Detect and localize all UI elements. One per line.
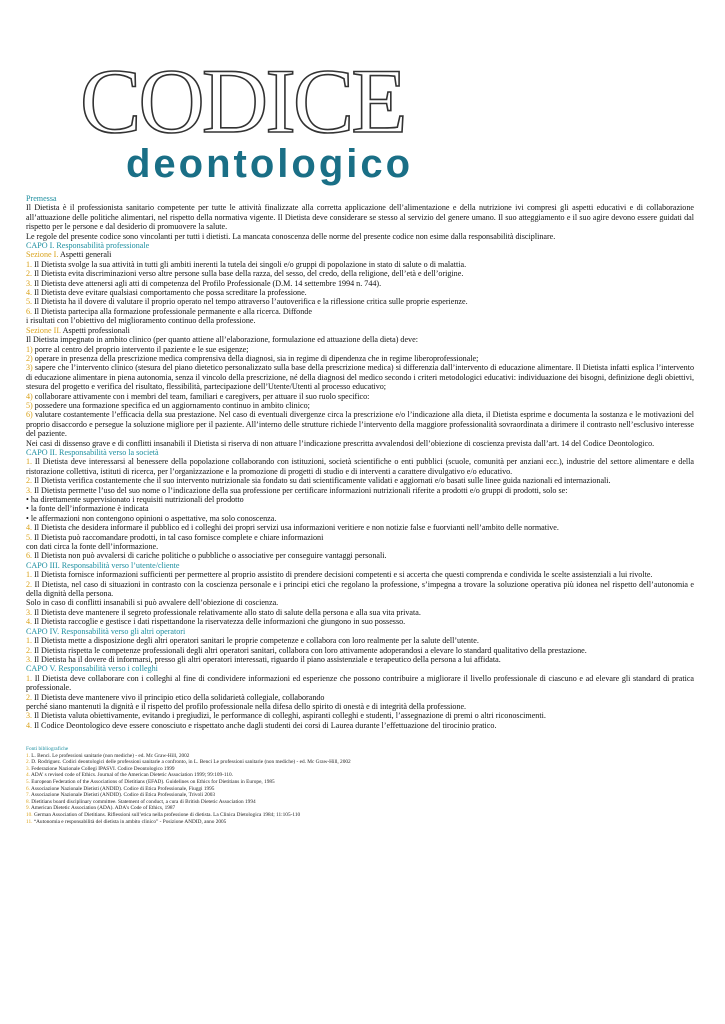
item-number: 1. [26,259,35,269]
item-text: Il Dietista ha il dovere di valutare il proprio operato nel tempo attraverso l’autoverifica e la riflessione critica sulle proprie esperienze. [34,297,468,307]
bibliography-number: 8. [26,798,32,805]
numbered-item [26,307,694,316]
numbered-item [26,608,694,617]
item-text: Il Dietista valuta obiettivamente, evitando i pregiudizi, le performance di colleghi, aspiranti colleghi e studenti, l’assegnazione di premi o altri riconoscimenti. [34,711,546,721]
item-number: 3. [26,711,35,721]
item-text: collaborare attivamente con i membri del team, familiari e caregivers, per attuare il suo ruolo specifico: [34,391,370,401]
item-number: 6. [26,551,35,561]
bibliography-text: Associazione Nazionale Dietisti (ANDID). Codice di Etica Professionale, Trivoli 2003 [31,792,216,799]
item-text: Il Dietista verifica costantemente che il suo intervento nutrizionale sia fondato su dati scientificamente validati e aggiornati e/o basati sulle linee guida nazionali ed internazionali. [34,476,611,486]
bullet-item [26,504,694,513]
numbered-item [26,580,694,599]
numbered-item [26,457,694,476]
item-number: 6. [26,306,35,316]
bibliography-number: 6. [26,785,32,792]
item-number: 1. [26,636,35,646]
bibliography-title: Fonti bibliografiche [26,746,69,752]
bibliography-text: “Autonomia e responsabilità del dietista in ambito clinico” - Posizione ANDID, anno 2005 [33,818,227,825]
item-text: Il Dietista può raccomandare prodotti, in tal caso fornisce complete e chiare informazioni [34,532,324,542]
item-text: Il Dietista permette l’uso del suo nome o l’indicazione della sua professione per certificare informazioni nutrizionali riferite a prodotti e/o gruppi di prodotti, solo se: [34,485,568,495]
item-text: Il Dietista deve mantenere vivo il principio etico della solidarietà collegiale, collaborando [34,692,325,702]
numbered-item [26,354,694,363]
bibliography-text: German Association of Dietitians. Riflessioni sull’etica nella professione di dietista. La Clinica Dietologica 1984; 11:105-110 [33,811,301,818]
code-body [26,194,694,730]
numbered-item [26,260,694,269]
item-number: 3. [26,607,35,617]
item-text: Il Dietista, nel caso di situazioni in contrasto con la coscienza personale e i principi etici che regolano la professione, s’impegna a trovare la soluzione operativa più idonea nel rispetto dell’autonomia e della dignità della persona. [26,579,694,599]
section-label: Sezione II. [26,325,63,335]
document-header [80,50,414,186]
item-number: 2. [26,269,35,279]
numbered-item [26,269,694,278]
bullet-marker: • [26,504,31,514]
item-text: Il Dietista partecipa alla formazione professionale permanente e alla ricerca. Diffonde [34,306,312,316]
numbered-item [26,655,694,664]
bibliography-number: 3. [26,765,32,772]
item-text: ha direttamente supervisionato i requisiti nutrizionali del prodotto [30,495,244,504]
item-number: 5. [26,532,35,542]
item-number: 4. [26,720,35,730]
item-number: 1) [26,344,35,354]
numbered-item [26,288,694,297]
item-number: 4. [26,523,35,533]
bibliography-text: Associazione Nazionale Dietisti (ANDID). Codice di Etica Professionale, Fiuggi 1995 [31,785,215,792]
item-number: 4) [26,391,35,401]
numbered-item [26,533,694,542]
chapter-heading: CAPO IV. Responsabilità verso gli altri operatori [26,626,186,636]
item-text: Il Dietista deve evitare qualsiasi comportamento che possa screditare la professione. [34,288,307,298]
bibliography-number: 5. [26,778,32,785]
bibliography-item [26,812,694,819]
numbered-item [26,646,694,655]
item-text: Il Dietista rispetta le competenze professionali degli altri operatori sanitari, collabora con loro attivamente adoperandosi a elevare lo standard qualitativo della prestazione. [34,645,587,655]
bibliography-item [26,772,694,779]
item-text: Il Dietista non può avvalersi di cariche politiche o pubbliche o associative per conseguire vantaggi personali. [34,551,387,561]
bibliography-item [26,819,694,826]
section-heading [26,250,694,259]
item-text: Il Codice Deontologico deve essere conosciuto e rispettato anche dagli studenti dei corsi di Laurea durante l’effettuazione del tirocinio pratico. [34,720,497,730]
item-text: Il Dietista deve collaborare con i colleghi al fine di condividere informazioni ed esperienze che possono contribuire a migliorare il livello professionale di ciascuno e ad elevare gli standard di pratica professionale. [26,673,695,693]
numbered-item [26,345,694,354]
paragraph: Il Dietista impegnato in ambito clinico (per quanto attiene all’elaborazione, formulazione ed attuazione della dieta) deve: [26,335,418,345]
item-number: 5) [26,400,35,410]
item-number: 1. [26,673,35,683]
item-number: 3) [26,363,35,373]
bullet-item [26,495,694,504]
bibliography-text: D. Rodriguez. Codici deontologici delle professioni sanitarie a confronto, in L. Benci Le professioni sanitarie (non mediche) - ed. Mc Graw-Hill, 2002 [31,759,351,766]
item-text: le affermazioni non contengono opinioni o aspettative, ma solo conoscenza. [30,513,277,523]
item-number: 6) [26,410,35,420]
item-number: 4. [26,617,35,627]
bibliography-text: L. Benci. Le professioni sanitarie (non mediche) - ed. Mc Graw-Hill, 2002 [31,752,190,759]
chapter-heading: CAPO II. Responsabilità verso la società [26,447,159,457]
bibliography-number: 4. [26,772,32,779]
item-text: porre al centro del proprio intervento il paziente e le sue esigenze; [34,344,249,354]
numbered-item [26,401,694,410]
chapter-heading: CAPO I. Responsabilità professionale [26,241,150,251]
chapter-heading: CAPO III. Responsabilità verso l’utente/cliente [26,560,180,570]
numbered-item [26,721,694,730]
numbered-item [26,486,694,495]
numbered-item [26,392,694,401]
item-number: 3. [26,485,35,495]
paragraph: i risultati con l’obiettivo del miglioramento continuo della professione. [26,316,256,326]
numbered-item [26,617,694,626]
numbered-item [26,674,694,693]
chapter-heading: Premessa [26,194,57,203]
bibliography-text: Dietitians board disciplinary committee. Statement of conduct, a cura di British Dietetic Association 1994 [31,798,256,805]
bullet-marker: • [26,495,31,504]
item-number: 4. [26,288,35,298]
paragraph: con dati circa la fonte dell’informazione. [26,542,159,552]
numbered-item [26,523,694,532]
bibliography-number: 7. [26,792,32,799]
bibliography-item [26,759,694,766]
item-number: 2. [26,476,35,486]
item-number: 1. [26,457,35,467]
numbered-item [26,363,694,391]
chapter-heading: CAPO V. Responsabilità verso i colleghi [26,664,158,674]
bibliography [26,746,694,825]
item-number: 2. [26,579,35,589]
document-subtitle: deontologico [126,142,414,186]
item-number: 3. [26,278,35,288]
section-heading [26,326,694,335]
item-text: Il Dietista che desidera informare il pubblico ed i colleghi dei propri servizi usa informazioni veritiere e non notizie false e fuorvianti nell’ambito delle normative. [34,523,559,533]
bibliography-text: ADA’ s revised code of Ethics. Journal of the American Dietetic Association 1999; 99:109-110. [31,772,233,779]
bibliography-number: 9. [26,805,32,812]
section-label: Sezione I. [26,250,60,260]
paragraph: Solo in caso di conflitti insanabili si può avvalere dell’obiezione di coscienza. [26,598,279,608]
section-title: Aspetti professionali [62,325,130,335]
paragraph: Le regole del presente codice sono vincolanti per tutti i dietisti. La mancata conoscenza delle norme del presente codice non esime dalla responsabilità disciplinare. [26,231,556,241]
item-number: 2. [26,692,35,702]
bibliography-item [26,805,694,812]
item-number: 5. [26,297,35,307]
bibliography-item [26,779,694,786]
numbered-item [26,551,694,560]
numbered-item [26,476,694,485]
item-text: Il Dietista raccoglie e gestisce i dati rispettandone la riservatezza delle informazioni che giungono in suo possesso. [34,617,406,627]
paragraph: Il Dietista è il professionista sanitario competente per tutte le attività finalizzate alla corretta applicazione dell’alimentazione e della nutrizione ivi compresi gli aspetti educativi e di collaborazione all’attuazione delle politiche alimentari, nel rispetto della normativa vigente. Il Dietista deve considerare se stesso al servizio del genere umano. Il suo atteggiamento e il suo agire devono essere guidati dal rispetto per le persone e dal desiderio di promuovere la salute. [26,203,694,232]
bibliography-text: European Federation of the Associations of Dietitians (EFAD). Guidelines on Ethics for Dietitians in Europe, 1985 [31,778,275,785]
numbered-item [26,410,694,438]
item-text: la fonte dell’informazione è indicata [30,504,149,514]
item-text: Il Dietista evita discriminazioni verso altre persone sulla base della razza, del sesso, del credo, della religione, dell’età e dell’origine. [34,269,464,279]
paragraph: Nei casi di dissenso grave e di conflitti insanabili il Dietista si riserva di non attuare l’indicazione prescritta avvalendosi dell’obiezione di coscienza prevista dall’art. 14 del Codice Deontologico. [26,438,655,448]
bullet-item [26,514,694,523]
item-number: 2. [26,645,35,655]
numbered-item [26,279,694,288]
item-text: Il Dietista deve interessarsi al benessere della popolazione collaborando con istituzioni, società scientifiche o enti pubblici (scuole, comunità per anziani ecc.), industrie del settore alimentare e della ristorazione collettiva, istituti di ricerca, per l’organizzazione e la promozione di progetti di studio e di interventi a carattere divulgativo e/o educativo. [26,457,694,476]
numbered-item [26,711,694,720]
numbered-item [26,636,694,645]
item-text: possedere una formazione specifica ed un aggiornamento continuo in ambito clinico; [34,400,310,410]
item-text: Il Dietista fornisce informazioni sufficienti per permettere al proprio assistito di prendere decisioni competenti e si accerta che questi comprenda e condivida le scelte assistenziali a lui rivolte. [34,570,653,580]
item-text: Il Dietista deve attenersi agli atti di competenza del Profilo Professionale (D.M. 14 settembre 1994 n. 744). [34,278,382,288]
paragraph: perché siano mantenuti la dignità e il rispetto del profilo professionale nella difesa dello spirito di onestà e di integrità della professione. [26,701,467,711]
numbered-item [26,570,694,579]
bibliography-number: 10. [26,811,34,818]
bibliography-text: American Dietetic Association (ADA). ADA’s Code of Ethics, 1987 [31,805,176,812]
item-text: Il Dietista deve mantenere il segreto professionale relativamente allo stato di salute della persona e alla sua vita privata. [34,607,421,617]
section-title: Aspetti generali [59,250,112,260]
item-text: operare in presenza della prescrizione medica comprensiva della diagnosi, sia in regime di dipendenza che in regime liberoprofessionale; [34,353,479,363]
bibliography-number: 1. [26,752,32,759]
bibliography-number: 2. [26,759,32,766]
item-text: sapere che l’intervento clinico (stesura del piano dietetico personalizzato sulla base della prescrizione medica) si differenzia dall’intervento di educazione alimentare. Il Dietista infatti esplica l’intervento di educazione alimentare in piena autonomia, senza il vincolo della prescrizione, né della diagnosi del medico secondo i criteri metodologici educativi: individuazione dei bisogni, definizione degli obiettivi, stesura del progetto e verifica del risultato, flessibilità, partecipazione dell’Utente/Utenti al processo educativo; [26,363,694,392]
numbered-item [26,297,694,306]
item-text: Il Dietista ha il dovere di informarsi, presso gli altri operatori interessati, riguardo il piano assistenziale e terapeutico della persona a lui affidata. [34,654,501,664]
bullet-marker: • [26,513,31,523]
item-number: 1. [26,570,35,580]
bibliography-text: Federazione Nazionale Collegi IPASVI. Codice Deontologico 1999 [31,765,175,772]
item-text: Il Dietista svolge la sua attività in tutti gli ambiti inerenti la tutela dei singoli e/o gruppi di popolazione in stato di salute o di malattia. [34,259,467,269]
bibliography-number: 11. [26,818,34,825]
item-number: 2) [26,353,35,363]
bibliography-item [26,792,694,799]
numbered-item [26,693,694,702]
item-number: 3. [26,654,35,664]
document-title: CODICE [80,50,405,152]
item-text: valutare costantemente l’efficacia della sua prestazione. Nel caso di eventuali divergenze circa la prescrizione e/o l’indicazione alla dieta, il Dietista esprime e documenta la sostanza e le motivazioni del proprio disaccordo e persegue la soluzione migliore per il paziente. All’interno delle strutture richiede l’intervento della maggiore professionalità sovraordinata a dirimere il contrasto nell’esclusivo interesse del paziente. [26,410,695,439]
item-text: Il Dietista mette a disposizione degli altri operatori sanitari le proprie competenze e collabora con loro realmente per la salute dell’utente. [34,636,479,646]
